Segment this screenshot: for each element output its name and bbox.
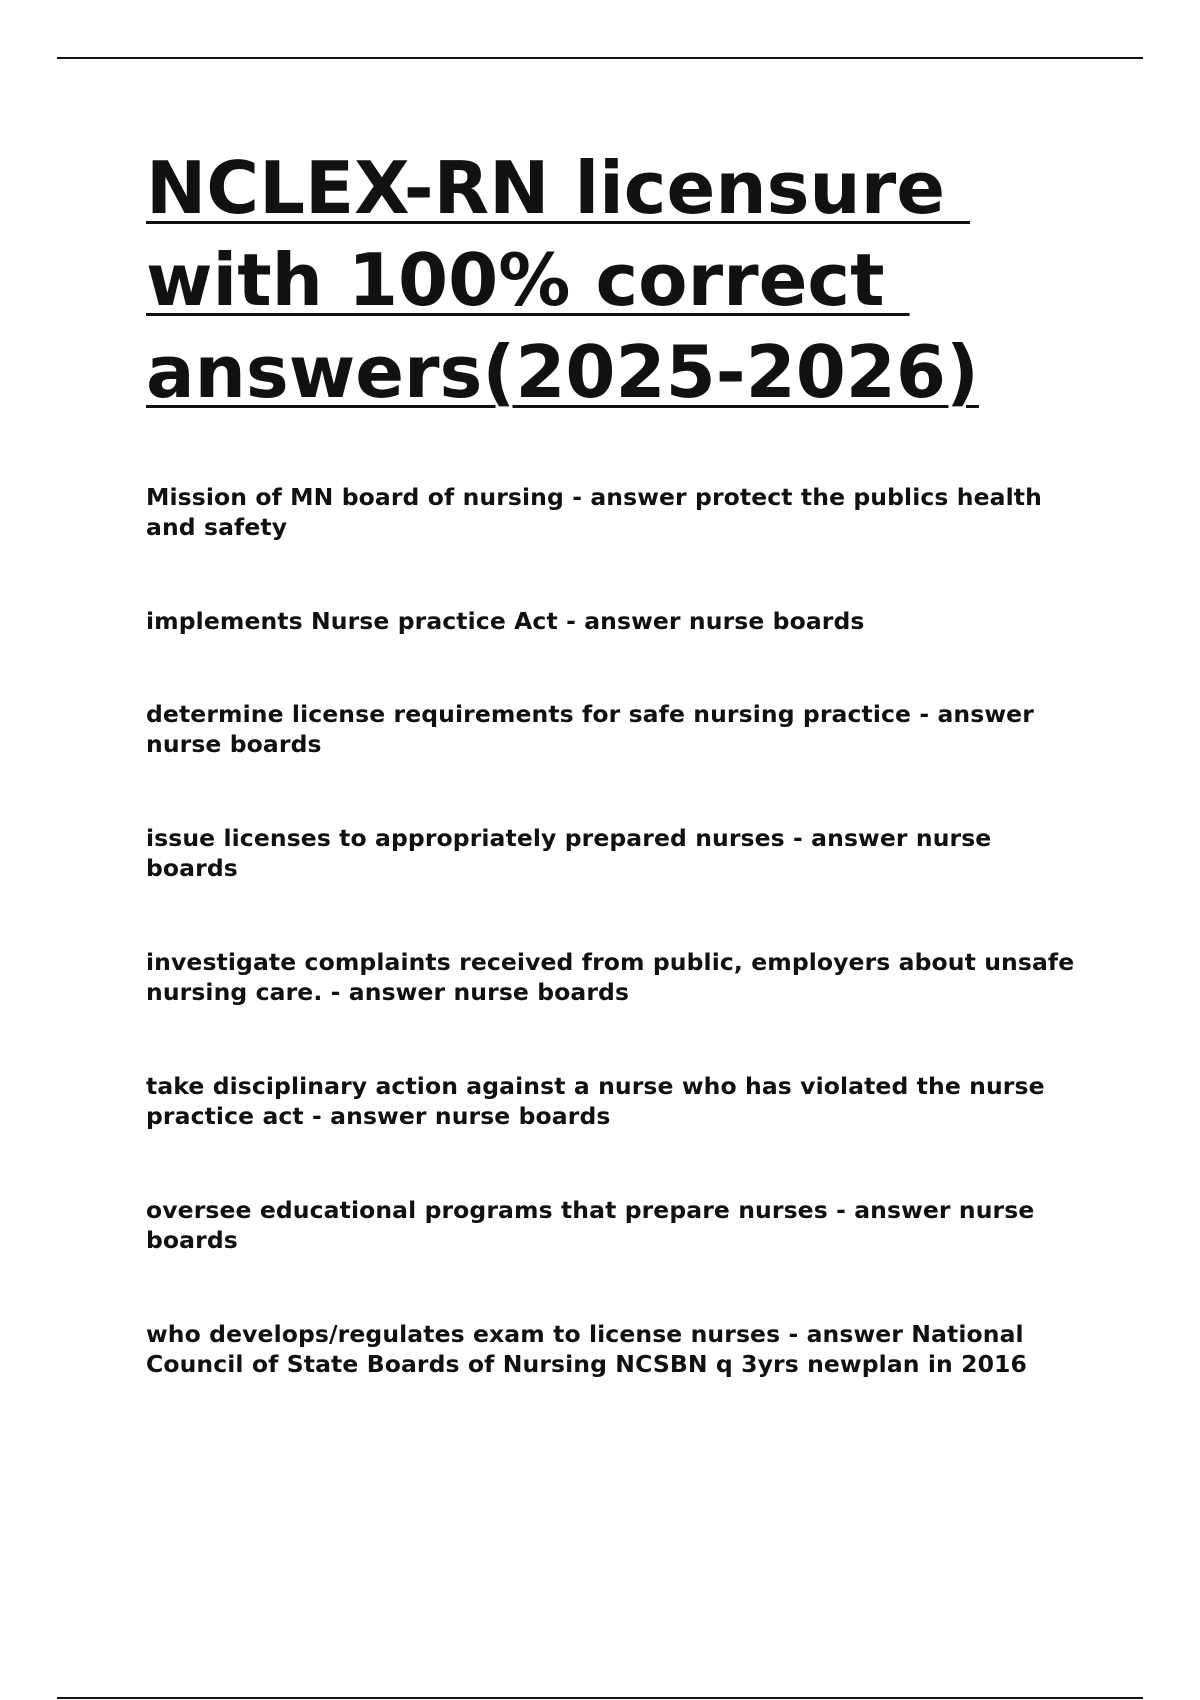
title-line: with 100% correct	[146, 238, 910, 322]
bottom-divider	[57, 1697, 1143, 1699]
qa-item: investigate complaints received from public, employers about unsafe nursing care. - answer nurse boards	[146, 948, 1075, 1006]
top-divider	[57, 57, 1143, 59]
qa-item: oversee educational programs that prepare nurses - answer nurse boards	[146, 1196, 1035, 1254]
qa-item: issue licenses to appropriately prepared nurses - answer nurse boards	[146, 824, 992, 882]
qa-item: take disciplinary action against a nurse who has violated the nurse practice act - answer nurse boards	[146, 1072, 1045, 1130]
qa-item: implements Nurse practice Act - answer nurse boards	[146, 607, 865, 635]
page-title	[146, 142, 1046, 418]
qa-item: Mission of MN board of nursing - answer protect the publics health and safety	[146, 483, 1042, 541]
title-line: answers(2025-2026)	[146, 330, 979, 414]
qa-item: determine license requirements for safe nursing practice - answer nurse boards	[146, 700, 1034, 758]
qa-item: who develops/regulates exam to license nurses - answer National Council of State Boards of Nursing NCSBN q 3yrs newplan in 2016	[146, 1320, 1027, 1378]
title-line: NCLEX-RN licensure	[146, 146, 971, 230]
